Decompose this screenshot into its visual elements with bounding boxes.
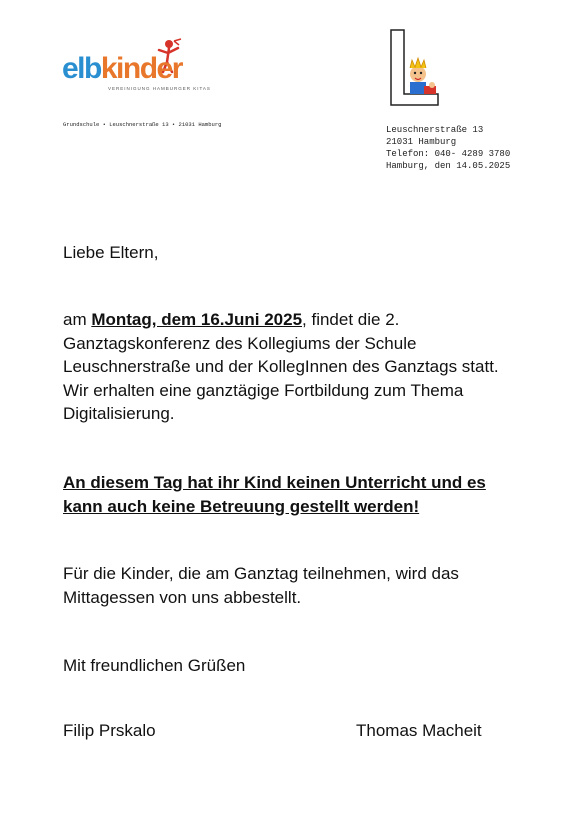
sender-address-line: Grundschule • Leuschnerstraße 13 • 21031 Hamburg [63, 121, 222, 128]
address-city: 21031 Hamburg [386, 137, 457, 147]
address-street: Leuschnerstraße 13 [386, 125, 484, 135]
lunch-paragraph: Für die Kinder, die am Ganztag teilnehmen, wird das Mittagessen von uns abbestellt. [63, 564, 459, 607]
announcement-paragraph [63, 308, 523, 426]
conference-date: Montag, dem 16.Juni 2025 [91, 310, 303, 329]
letter-date: Hamburg, den 14.05.2025 [386, 161, 511, 171]
elbkinder-logo [62, 38, 211, 98]
no-school-warning: An diesem Tag hat ihr Kind keinen Unterricht und es kann auch keine Betreuung gestellt werden! [63, 473, 486, 516]
closing-salutation: Mit freundlichen Grüßen [63, 656, 246, 675]
logo-subtitle: VEREINIGUNG HAMBURGER KITAS [108, 86, 211, 91]
paragraph1-pre: am [63, 310, 92, 329]
address-phone: Telefon: 040- 4289 3780 [386, 149, 511, 159]
school-letter-l-logo-icon [388, 28, 444, 108]
signature-right: Thomas Macheit [356, 721, 482, 740]
school-address-block [386, 124, 510, 172]
greeting: Liebe Eltern, [63, 243, 159, 262]
signature-left: Filip Prskalo [63, 721, 156, 740]
paragraph1-post: , findet die 2. Ganztagskonferenz des Kollegiums der Schule Leuschnerstraße und der KollegInnen des Ganztags statt. Wir erhalten eine ganztägige Fortbildung zum Thema Digitalisierung. [63, 310, 499, 423]
logo-wordmark: elbkinder [62, 52, 182, 85]
